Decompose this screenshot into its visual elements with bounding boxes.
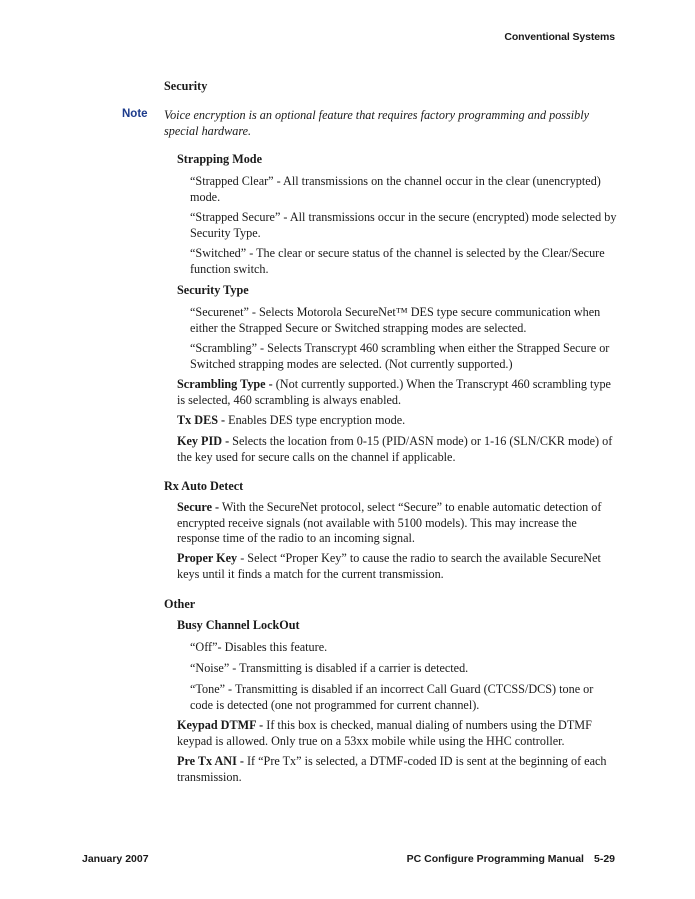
strapped-secure-paragraph: “Strapped Secure” - All transmissions occur in the secure (encrypted) mode selected by Security Type. (190, 210, 617, 240)
key-pid-term: Key PID - (177, 434, 230, 448)
scrambling-paragraph: “Scrambling” - Selects Transcrypt 460 scrambling when either the Strapped Secure or Switched strapping modes are selected. (Not currently supported.) (190, 341, 610, 371)
proper-key-term: Proper Key (177, 551, 238, 565)
rx-auto-detect-heading: Rx Auto Detect (164, 479, 244, 493)
securenet-paragraph: “Securenet” - Selects Motorola SecureNet™ DES type secure communication when either the Strapped Secure or Switched strapping modes are selected. (190, 305, 601, 335)
tx-des-paragraph (177, 413, 617, 429)
pre-tx-ani-text: If “Pre Tx” is selected, a DTMF-coded ID is sent at the beginning of each transmission. (177, 754, 607, 784)
security-heading: Security (164, 79, 208, 93)
security-type-heading: Security Type (177, 283, 249, 297)
proper-key-paragraph (177, 551, 617, 582)
note-label: Note (122, 108, 148, 120)
rx-secure-paragraph (177, 500, 617, 547)
other-heading: Other (164, 597, 196, 611)
pre-tx-ani-term: Pre Tx ANI - (177, 754, 244, 768)
key-pid-text: Selects the location from 0-15 (PID/ASN mode) or 1-16 (SLN/CKR mode) of the key used for secure calls on the channel if applicable. (177, 434, 613, 464)
strapped-clear-paragraph: “Strapped Clear” - All transmissions on the channel occur in the clear (unencrypted) mode. (190, 174, 601, 204)
rx-secure-text: With the SecureNet protocol, select “Secure” to enable automatic detection of encrypted receive signals (not available with 5100 models). This may increase the response time of the radio to an incoming signal. (177, 500, 602, 545)
keypad-dtmf-text: If this box is checked, manual dialing of numbers using the DTMF keypad is allowed. Only true on a 53xx mobile while using the HHC controller. (177, 718, 592, 748)
rx-secure-term: Secure - (177, 500, 220, 514)
footer-date: January 2007 (82, 853, 149, 865)
keypad-dtmf-paragraph (177, 718, 617, 749)
footer-manual-title: PC Configure Programming Manual (406, 853, 584, 865)
busy-off-paragraph: “Off”- Disables this feature. (190, 640, 328, 654)
proper-key-text: - Select “Proper Key” to cause the radio to search the available SecureNet keys until it finds a match for the current transmission. (177, 551, 601, 581)
scrambling-type-paragraph (177, 377, 617, 408)
busy-tone-paragraph: “Tone” - Transmitting is disabled if an incorrect Call Guard (CTCSS/DCS) tone or code is detected (one not programmed for current channel). (190, 682, 594, 712)
tx-des-term: Tx DES - (177, 413, 226, 427)
tx-des-text: Enables DES type encryption mode. (225, 413, 406, 427)
busy-channel-heading: Busy Channel LockOut (177, 618, 300, 632)
note-text: Voice encryption is an optional feature that requires factory programming and possibly special hardware. (164, 108, 590, 138)
footer-page-number: 5-29 (593, 853, 615, 865)
pre-tx-ani-paragraph (177, 754, 617, 785)
switched-paragraph: “Switched” - The clear or secure status of the channel is selected by the Clear/Secure function switch. (190, 246, 605, 276)
scrambling-type-term: Scrambling Type - (177, 377, 273, 391)
strapping-mode-heading: Strapping Mode (177, 152, 262, 166)
key-pid-paragraph (177, 434, 617, 465)
busy-noise-paragraph: “Noise” - Transmitting is disabled if a carrier is detected. (190, 661, 469, 675)
keypad-dtmf-term: Keypad DTMF - (177, 718, 264, 732)
footer-manual-page (407, 853, 615, 865)
scrambling-type-text: (Not currently supported.) When the Transcrypt 460 scrambling type is selected, 460 scrambling is always enabled. (177, 377, 611, 407)
running-header: Conventional Systems (504, 31, 615, 43)
